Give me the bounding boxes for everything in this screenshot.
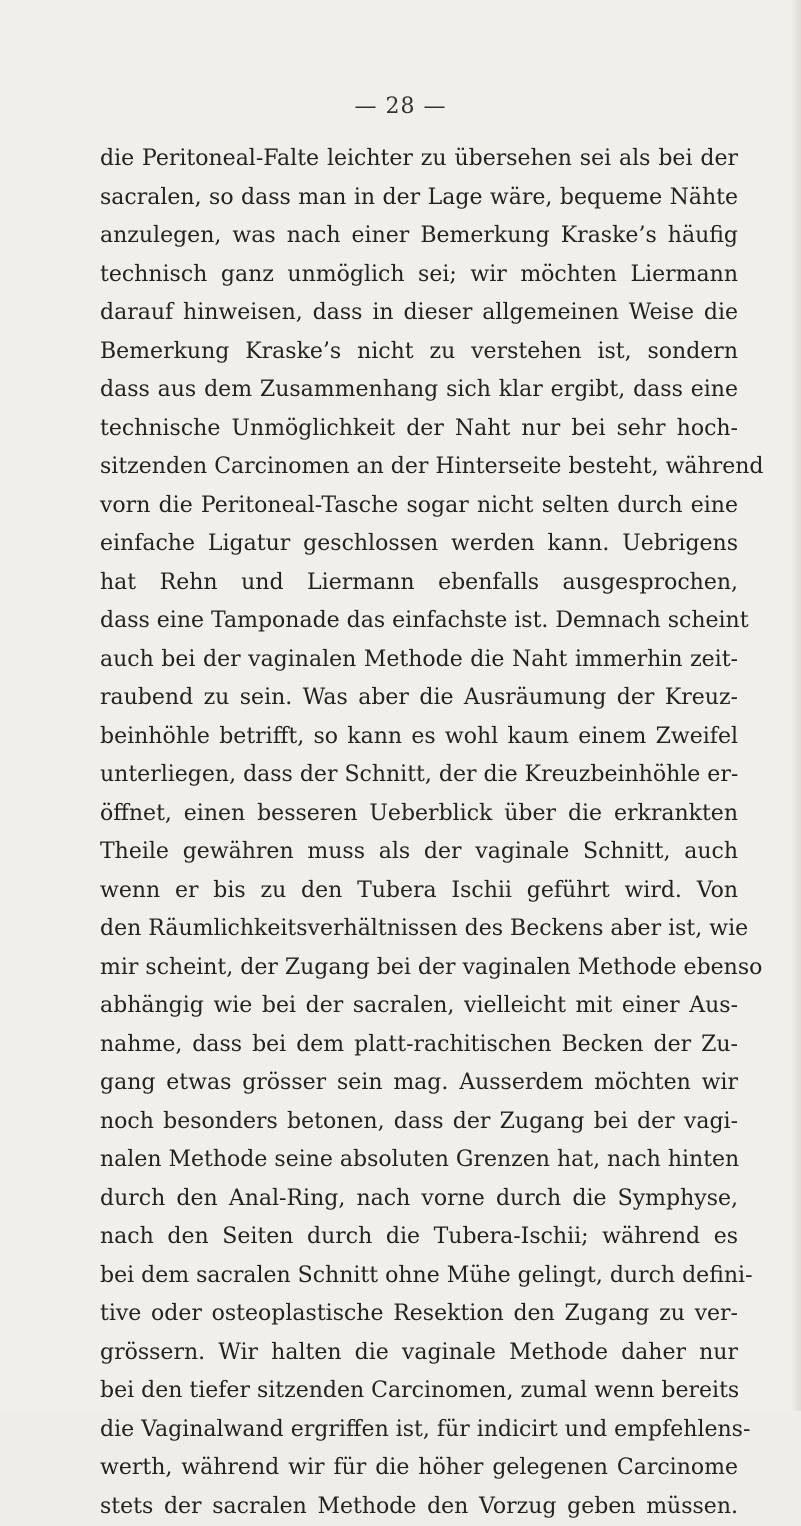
text-line: dass aus dem Zusammenhang sich klar ergibt, dass eine: [100, 371, 738, 410]
text-line: vorn die Peritoneal-Tasche sogar nicht selten durch eine: [100, 487, 738, 526]
text-line: bei den tiefer sitzenden Carcinomen, zumal wenn bereits: [100, 1372, 738, 1411]
text-line: nahme, dass bei dem platt-rachitischen Becken der Zu-: [100, 1026, 738, 1065]
text-line: darauf hinweisen, dass in dieser allgemeinen Weise die: [100, 294, 738, 333]
text-line: hat Rehn und Liermann ebenfalls ausgesprochen,: [100, 564, 738, 603]
text-line: werth, während wir für die höher gelegenen Carcinome: [100, 1449, 738, 1488]
text-line: Bemerkung Kraske’s nicht zu verstehen ist, sondern: [100, 333, 738, 372]
text-line: öffnet, einen besseren Ueberblick über die erkrankten: [100, 795, 738, 834]
text-line: technische Unmöglichkeit der Naht nur bei sehr hoch-: [100, 410, 738, 449]
text-line: stets der sacralen Methode den Vorzug geben müssen.: [100, 1488, 738, 1526]
text-line: den Räumlichkeitsverhältnissen des Beckens aber ist, wie: [100, 910, 738, 949]
text-line: die Vaginalwand ergriffen ist, für indicirt und empfehlens-: [100, 1411, 738, 1450]
text-line: nach den Seiten durch die Tubera-Ischii; während es: [100, 1218, 738, 1257]
text-line: noch besonders betonen, dass der Zugang bei der vagi-: [100, 1103, 738, 1142]
text-line: einfache Ligatur geschlossen werden kann. Uebrigens: [100, 525, 738, 564]
text-line: raubend zu sein. Was aber die Ausräumung der Kreuz-: [100, 679, 738, 718]
text-line: Theile gewähren muss als der vaginale Schnitt, auch: [100, 833, 738, 872]
page-edge-shadow: [791, 0, 801, 1411]
text-line: sitzenden Carcinomen an der Hinterseite besteht, während: [100, 448, 738, 487]
page-number: — 28 —: [0, 94, 801, 119]
text-line: grössern. Wir halten die vaginale Methode daher nur: [100, 1334, 738, 1373]
text-line: nalen Methode seine absoluten Grenzen hat, nach hinten: [100, 1141, 738, 1180]
text-line: abhängig wie bei der sacralen, vielleicht mit einer Aus-: [100, 987, 738, 1026]
text-line: anzulegen, was nach einer Bemerkung Kraske’s häufig: [100, 217, 738, 256]
text-line: auch bei der vaginalen Methode die Naht immerhin zeit-: [100, 641, 738, 680]
text-line: unterliegen, dass der Schnitt, der die Kreuzbeinhöhle er-: [100, 756, 738, 795]
text-line: wenn er bis zu den Tubera Ischii geführt wird. Von: [100, 872, 738, 911]
text-line: durch den Anal-Ring, nach vorne durch die Symphyse,: [100, 1180, 738, 1219]
body-text: [100, 140, 738, 1526]
text-line: gang etwas grösser sein mag. Ausserdem möchten wir: [100, 1064, 738, 1103]
text-line: dass eine Tamponade das einfachste ist. Demnach scheint: [100, 602, 738, 641]
text-line: technisch ganz unmöglich sei; wir möchten Liermann: [100, 256, 738, 295]
text-line: die Peritoneal-Falte leichter zu übersehen sei als bei der: [100, 140, 738, 179]
text-line: sacralen, so dass man in der Lage wäre, bequeme Nähte: [100, 179, 738, 218]
text-line: tive oder osteoplastische Resektion den Zugang zu ver-: [100, 1295, 738, 1334]
text-line: bei dem sacralen Schnitt ohne Mühe gelingt, durch defini-: [100, 1257, 738, 1296]
text-line: beinhöhle betrifft, so kann es wohl kaum einem Zweifel: [100, 718, 738, 757]
text-line: mir scheint, der Zugang bei der vaginalen Methode ebenso: [100, 949, 738, 988]
